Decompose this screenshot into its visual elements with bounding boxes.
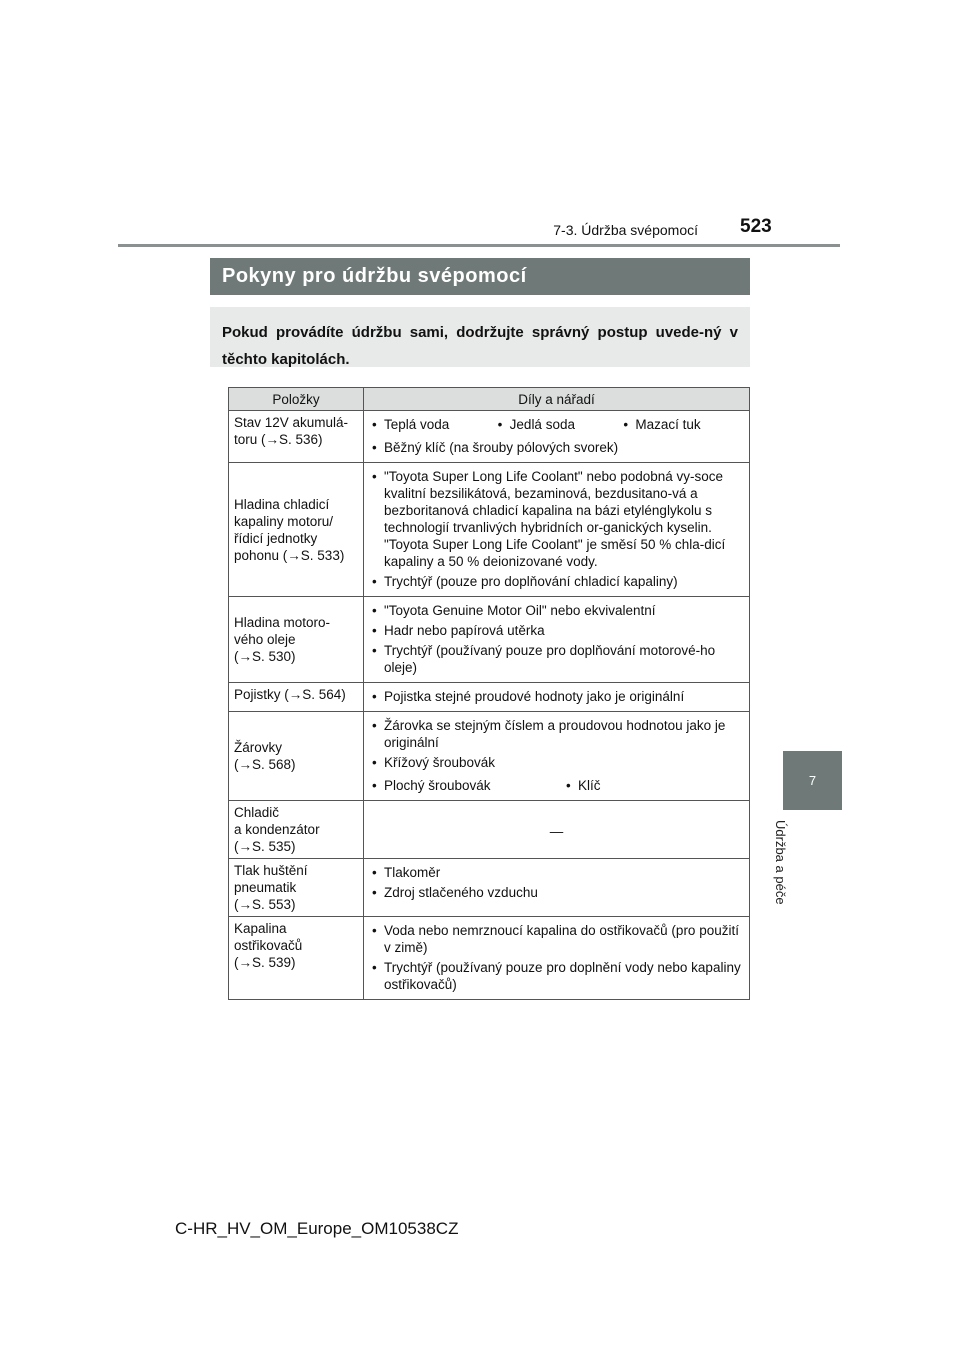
bullet-item <box>368 642 745 676</box>
tools-cell <box>364 712 750 801</box>
item-line: (→S. 530) <box>234 649 296 664</box>
bullet-text: "Toyota Super Long Life Coolant" nebo podobná vy-soce kvalitní bezsilikátová, bezaminová, bezdusitano-vá a bezboritanová chladicí kapalina na bázi etylénglykolu s technologií trvanlivých hybridních or-ganických kyselin. <box>384 469 724 535</box>
item-line: a kondenzátor <box>234 822 320 837</box>
bullet-text: Zdroj stlačeného vzduchu <box>384 885 538 900</box>
table-row <box>229 597 750 683</box>
bullet-text: Trychtýř (používaný pouze pro doplnění vody nebo kapaliny ostřikovačů) <box>384 960 741 992</box>
chapter-side-title <box>773 820 810 930</box>
col-header-tools: Díly a nářadí <box>364 388 750 411</box>
bullet-item <box>368 688 745 705</box>
item-line: Hladina motoro- <box>234 615 331 630</box>
item-cell <box>229 463 364 597</box>
item-line: Kapalina <box>234 921 287 936</box>
item-line: Stav 12V akumulá- <box>234 415 349 430</box>
header-rule <box>118 244 840 247</box>
bullet-item <box>368 717 745 751</box>
bullet-item: • Teplá voda <box>368 416 494 433</box>
document-code: C-HR_HV_OM_Europe_OM10538CZ <box>175 1219 459 1238</box>
bullet-item <box>368 439 745 456</box>
bullet-item <box>368 884 745 901</box>
bullet-item <box>368 864 745 881</box>
bullet-item: • Jedlá soda <box>494 416 620 433</box>
bullet-text: Pojistka stejné proudové hodnoty jako je originální <box>384 689 685 704</box>
bullet-item <box>368 602 745 619</box>
item-line: Hladina chladicí <box>234 496 330 512</box>
bullet-item <box>368 754 745 771</box>
bullet-row <box>368 774 745 797</box>
tools-cell <box>364 683 750 712</box>
bullet-text: Voda nebo nemrznoucí kapalina do ostřikovačů (pro použití v zimě) <box>384 923 739 955</box>
item-cell <box>229 859 364 917</box>
page-title: Pokyny pro údržbu svépomocí <box>222 265 527 287</box>
item-line: (→S. 539) <box>234 955 296 970</box>
maintenance-table <box>228 387 750 1000</box>
empty-dash: — <box>549 824 564 839</box>
bullet-item <box>368 922 745 956</box>
tools-cell <box>364 917 750 1000</box>
item-cell <box>229 917 364 1000</box>
table-body <box>229 411 750 1000</box>
table-row <box>229 411 750 463</box>
item-cell <box>229 411 364 463</box>
bullet-item: • Klíč <box>562 777 601 794</box>
table-row <box>229 683 750 712</box>
item-line: Žárovky <box>234 740 283 755</box>
intro-box: Pokud provádíte údržbu sami, dodržujte správný postup uvede-ný v těchto kapitolách. <box>210 307 750 367</box>
bullet-item <box>368 959 745 993</box>
table-row <box>229 917 750 1000</box>
tools-cell <box>364 859 750 917</box>
tools-cell <box>364 411 750 463</box>
table-row <box>229 712 750 801</box>
item-cell <box>229 597 364 683</box>
item-line: Chladič <box>234 805 280 820</box>
bullet-text: Žárovka se stejným číslem a proudovou hodnotou jako je originální <box>384 718 726 750</box>
bullet-text: Hadr nebo papírová utěrka <box>384 623 545 638</box>
item-cell <box>229 683 364 712</box>
bullet-note: "Toyota Super Long Life Coolant" je směsí 50 % chla-dicí kapaliny a 50 % deionizované vody. <box>384 537 726 569</box>
item-line: pohonu (→S. 533) <box>234 547 345 563</box>
item-line: pneumatik <box>234 880 297 895</box>
item-line: (→S. 568) <box>234 757 296 772</box>
item-line: (→S. 553) <box>234 897 296 912</box>
page-header <box>0 214 960 244</box>
tools-cell <box>364 801 750 859</box>
item-line: toru (→S. 536) <box>234 432 323 447</box>
bullet-item <box>368 573 745 590</box>
item-line: vého oleje <box>234 632 296 647</box>
table-row <box>229 801 750 859</box>
bullet-item: • Mazací tuk <box>619 416 745 433</box>
bullet-text: Trychtýř (používaný pouze pro doplňování motorové-ho oleje) <box>384 643 716 675</box>
item-cell <box>229 712 364 801</box>
chapter-side-title-text: Údržba a péče <box>773 820 788 905</box>
item-line: Tlak huštění <box>234 863 308 878</box>
bullet-item <box>368 622 745 639</box>
item-line: (→S. 535) <box>234 839 296 854</box>
bullet-item <box>368 468 745 570</box>
item-line: řídicí jednotky <box>234 530 318 546</box>
bullet-text: Křížový šroubovák <box>384 755 496 770</box>
item-cell <box>229 801 364 859</box>
bullet-text: Tlakoměr <box>384 865 441 880</box>
table-row <box>229 463 750 597</box>
item-line: Pojistky (→S. 564) <box>234 687 346 702</box>
bullet-text: "Toyota Genuine Motor Oil" nebo ekvivalentní <box>384 603 656 618</box>
bullet-row <box>368 413 745 436</box>
bullet-text: Běžný klíč (na šrouby pólových svorek) <box>384 440 619 455</box>
item-line: kapaliny motoru/ <box>234 513 334 529</box>
chapter-tab: 7 <box>783 751 842 810</box>
title-bar <box>210 258 750 295</box>
item-line: ostřikovačů <box>234 938 303 953</box>
tools-cell <box>364 463 750 597</box>
bullet-text: Trychtýř (pouze pro doplňování chladicí kapaliny) <box>384 574 678 589</box>
page-number: 523 <box>740 216 772 237</box>
table-row <box>229 859 750 917</box>
table-header-row <box>229 388 750 411</box>
tools-cell <box>364 597 750 683</box>
bullet-item: • Plochý šroubovák <box>368 777 562 794</box>
col-header-items: Položky <box>229 388 364 411</box>
section-title: 7-3. Údržba svépomocí <box>553 222 698 238</box>
